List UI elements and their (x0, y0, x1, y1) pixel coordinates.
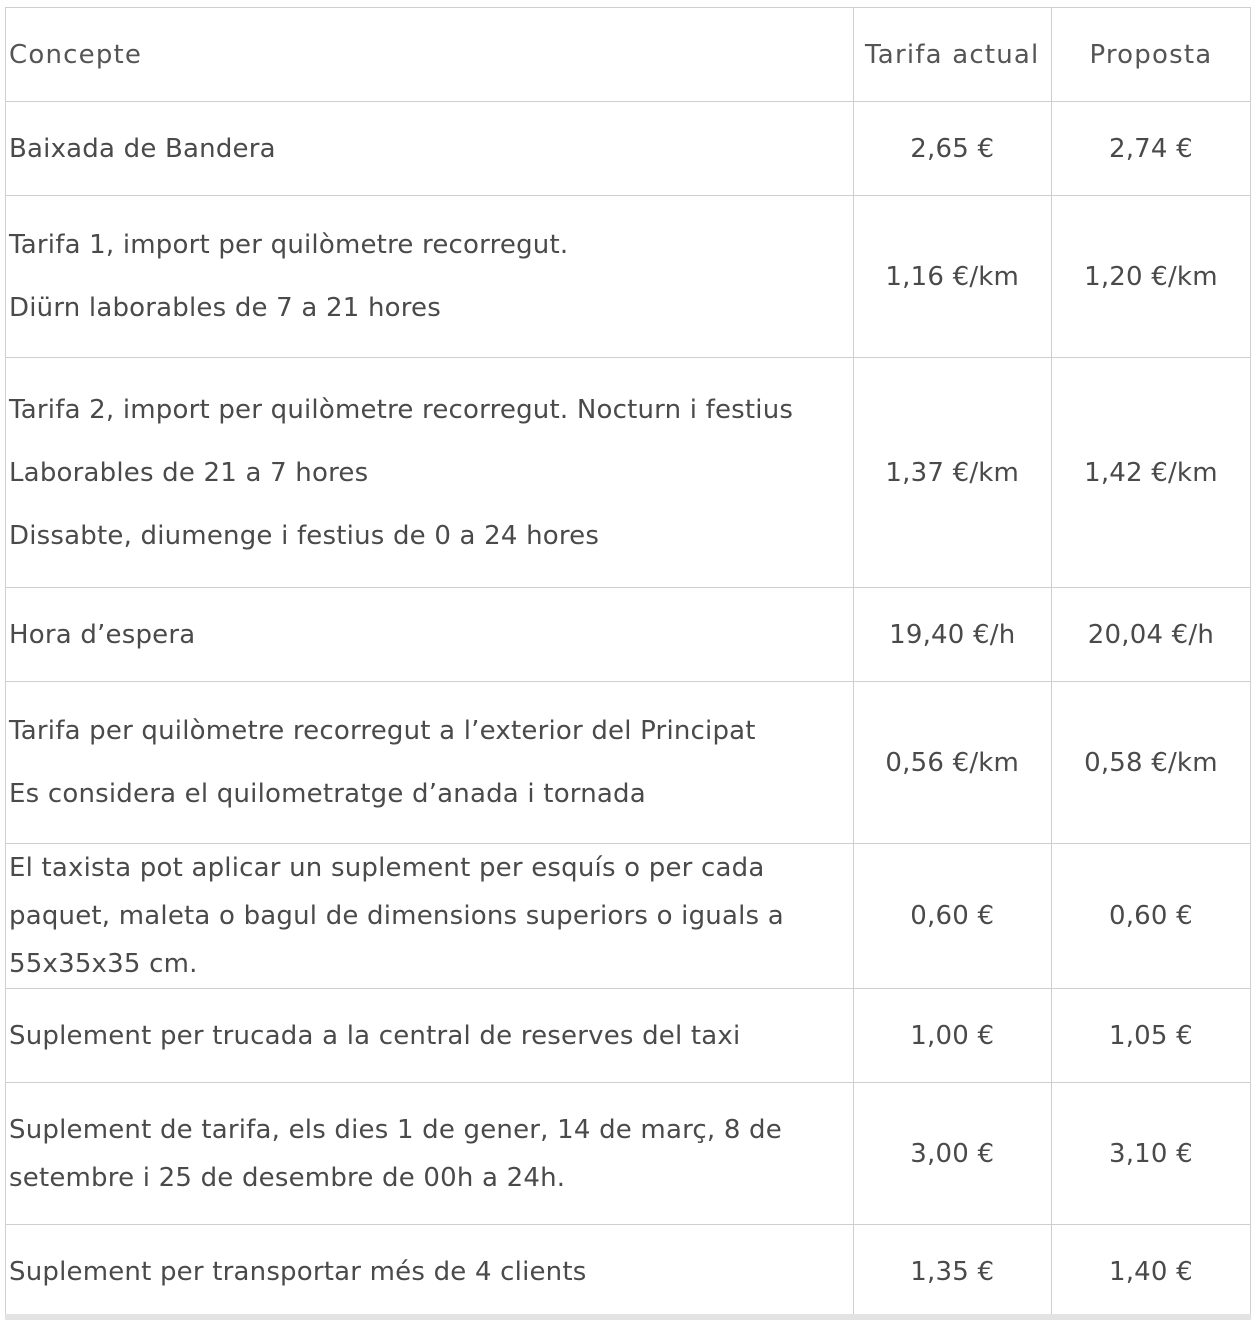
current-rate-cell: 0,56 €/km (853, 682, 1051, 844)
proposal-cell: 0,58 €/km (1051, 682, 1250, 844)
proposal-cell: 1,05 € (1051, 989, 1250, 1083)
table-row (6, 989, 1251, 1083)
proposal-cell: 1,20 €/km (1051, 196, 1250, 358)
concept-cell (6, 588, 854, 682)
concept-cell (6, 196, 854, 358)
taxi-rates-table (5, 7, 1251, 1319)
concept-line: Laborables de 21 a 7 hores (9, 457, 369, 488)
current-rate-cell: 1,16 €/km (853, 196, 1051, 358)
proposal-cell: 1,40 € (1051, 1225, 1250, 1319)
proposal-cell: 0,60 € (1051, 844, 1250, 989)
table-row (6, 682, 1251, 844)
header-current-rate: Tarifa actual (853, 8, 1051, 102)
concept-line: Tarifa 1, import per quilòmetre recorregut. (9, 230, 569, 260)
concept-cell (6, 1083, 854, 1225)
current-rate-cell: 2,65 € (853, 102, 1051, 196)
header-concept: Concepte (6, 8, 854, 102)
concept-cell (6, 1225, 854, 1319)
concept-line: Tarifa 2, import per quilòmetre recorregut. Nocturn i festius (9, 394, 794, 425)
current-rate-cell: 1,35 € (853, 1225, 1051, 1319)
proposal-cell: 1,42 €/km (1051, 358, 1250, 588)
concept-line: Baixada de Bandera (9, 133, 276, 164)
table-row (6, 196, 1251, 358)
table-row (6, 1083, 1251, 1225)
proposal-cell: 2,74 € (1051, 102, 1250, 196)
concept-line: El taxista pot aplicar un suplement per esquís o per cada paquet, maleta o bagul de dimensions superiors o iguals a 55x35x35 cm. (9, 853, 784, 979)
table-header-row (6, 8, 1251, 102)
header-proposal: Proposta (1051, 8, 1250, 102)
concept-cell (6, 682, 854, 844)
concept-cell (6, 358, 854, 588)
table-row (6, 102, 1251, 196)
current-rate-cell: 1,37 €/km (853, 358, 1051, 588)
table-row (6, 358, 1251, 588)
table-row (6, 588, 1251, 682)
current-rate-cell: 1,00 € (853, 989, 1051, 1083)
concept-cell (6, 102, 854, 196)
current-rate-cell: 0,60 € (853, 844, 1051, 989)
table-row (6, 844, 1251, 989)
table-row (6, 1225, 1251, 1319)
concept-line: Suplement per transportar més de 4 clients (9, 1256, 587, 1287)
concept-line: Suplement per trucada a la central de reserves del taxi (9, 1020, 741, 1051)
concept-line: Es considera el quilometratge d’anada i tornada (9, 779, 646, 809)
table-bottom-divider (5, 1314, 1251, 1320)
current-rate-cell: 3,00 € (853, 1083, 1051, 1225)
current-rate-cell: 19,40 €/h (853, 588, 1051, 682)
proposal-cell: 20,04 €/h (1051, 588, 1250, 682)
concept-line: Tarifa per quilòmetre recorregut a l’exterior del Principat (9, 716, 756, 746)
concept-cell (6, 844, 854, 989)
proposal-cell: 3,10 € (1051, 1083, 1250, 1225)
concept-line: Dissabte, diumenge i festius de 0 a 24 hores (9, 520, 600, 551)
concept-cell (6, 989, 854, 1083)
concept-line: Diürn laborables de 7 a 21 hores (9, 293, 441, 323)
concept-line: Suplement de tarifa, els dies 1 de gener, 14 de març, 8 de setembre i 25 de desembre de 00h a 24h. (9, 1114, 782, 1193)
concept-line: Hora d’espera (9, 619, 196, 650)
